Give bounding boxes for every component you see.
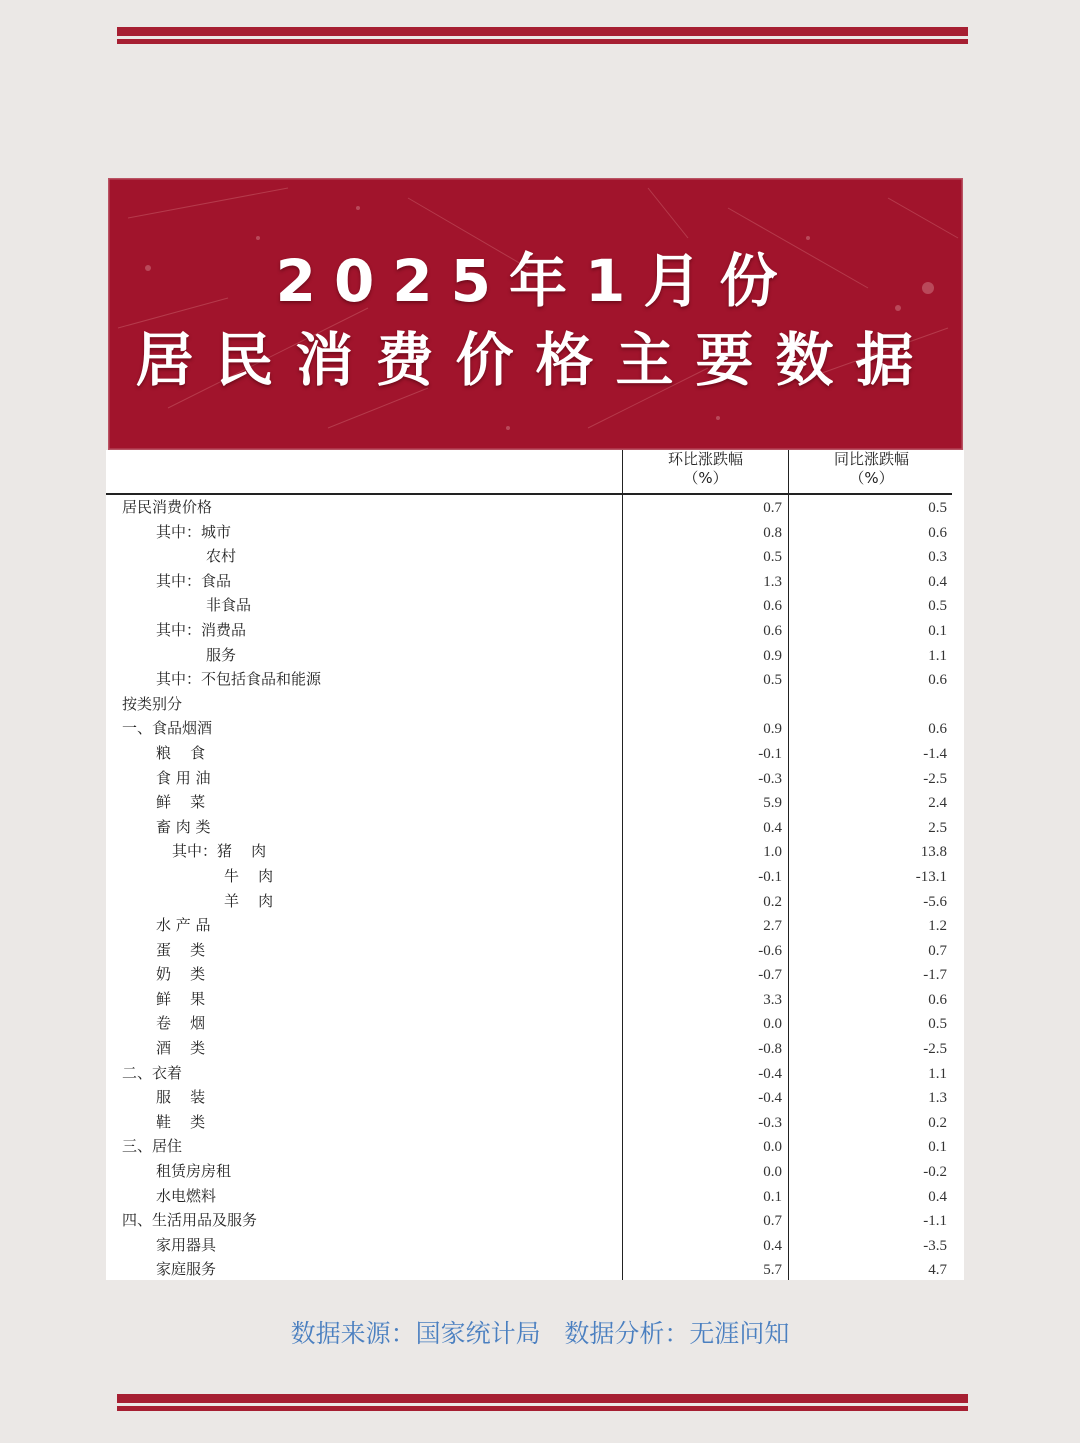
table-row [106, 741, 964, 766]
table-row [106, 1110, 964, 1135]
row-label: 家用器具 [156, 1235, 217, 1254]
mom-value: -0.3 [758, 770, 782, 787]
table-row [106, 864, 964, 889]
yoy-value: 0.7 [928, 942, 947, 959]
column-header-mom-title: 环比涨跌幅 [667, 450, 743, 468]
yoy-value: 0.5 [928, 598, 947, 615]
mom-value: 0.5 [763, 672, 782, 689]
table-row [106, 962, 964, 987]
mom-value: 0.9 [763, 721, 782, 738]
mom-value: 0.8 [763, 524, 782, 541]
row-label: 水电燃料 [156, 1186, 217, 1205]
mom-value: 3.3 [763, 991, 782, 1008]
mom-value: 0.0 [763, 1164, 782, 1181]
mom-value: -0.3 [758, 1114, 782, 1131]
row-label: 一、食品烟酒 [122, 719, 213, 738]
yoy-value: 0.4 [928, 573, 947, 590]
table-row [106, 839, 964, 864]
table-row [106, 593, 964, 618]
table-row [106, 913, 964, 938]
yoy-value: 0.6 [928, 524, 947, 541]
mom-value: -0.4 [758, 1090, 782, 1107]
column-header-mom-unit: （%） [683, 469, 728, 487]
yoy-value: 2.5 [928, 819, 947, 836]
mom-value: 0.2 [763, 893, 782, 910]
title-banner [108, 178, 963, 450]
table-row [106, 1134, 964, 1159]
table-row [106, 1233, 964, 1258]
mom-value: 0.7 [763, 1213, 782, 1230]
mom-value: 0.9 [763, 647, 782, 664]
table-body [106, 495, 964, 1280]
yoy-value: -3.5 [923, 1237, 947, 1254]
yoy-value: -1.1 [923, 1213, 947, 1230]
row-label: 服 装 [156, 1088, 206, 1107]
mom-value: -0.7 [758, 967, 782, 984]
table-row [106, 815, 964, 840]
mom-value: 1.3 [763, 573, 782, 590]
yoy-value: 0.6 [928, 991, 947, 1008]
table-row [106, 618, 964, 643]
table-row [106, 1085, 964, 1110]
cpi-data-table [106, 450, 964, 1280]
page-title-line1: 2025年1月份 [275, 247, 796, 315]
row-label: 三、居住 [122, 1137, 183, 1156]
row-label: 鲜 菜 [156, 793, 206, 812]
yoy-value: -2.5 [923, 1041, 947, 1058]
table-row [106, 766, 964, 791]
table-row [106, 790, 964, 815]
mom-value: 0.7 [763, 500, 782, 516]
mom-value: -0.1 [758, 868, 782, 885]
row-label: 非食品 [206, 596, 252, 615]
row-label: 四、生活用品及服务 [122, 1211, 258, 1230]
row-label: 鞋 类 [156, 1112, 206, 1131]
column-header-yoy-unit: （%） [849, 469, 894, 487]
row-label: 牛 肉 [224, 866, 274, 885]
row-label: 家庭服务 [156, 1260, 217, 1279]
mom-value: 0.6 [763, 622, 782, 639]
mom-value: 0.0 [763, 1016, 782, 1033]
table-row [106, 1159, 964, 1184]
yoy-value: -5.6 [923, 893, 947, 910]
yoy-value: 1.3 [928, 1090, 947, 1107]
table-row [106, 1257, 964, 1280]
yoy-value: 0.5 [928, 500, 947, 516]
page-title-line2: 居民消费价格主要数据 [135, 326, 936, 394]
yoy-value: 4.7 [928, 1262, 947, 1279]
row-label: 鲜 果 [156, 989, 206, 1008]
yoy-value: -1.7 [923, 967, 947, 984]
table-row [106, 987, 964, 1012]
row-label: 其中：不包括食品和能源 [156, 670, 322, 689]
yoy-value: 0.6 [928, 721, 947, 738]
table-row [106, 544, 964, 569]
mom-value: 0.5 [763, 549, 782, 566]
row-label: 水 产 品 [156, 916, 211, 935]
mom-value: -0.6 [758, 942, 782, 959]
bottom-decorative-bar [117, 1394, 968, 1411]
row-label: 其中：消费品 [156, 620, 247, 639]
yoy-value: 0.1 [928, 1139, 947, 1156]
table-row [106, 692, 964, 717]
yoy-value: 0.6 [928, 672, 947, 689]
yoy-value: -1.4 [923, 745, 947, 762]
yoy-value: 0.4 [928, 1188, 947, 1205]
row-label: 其中：猪 肉 [172, 842, 267, 861]
row-label: 食 用 油 [156, 768, 211, 787]
row-label: 租赁房房租 [156, 1162, 232, 1181]
yoy-value: -0.2 [923, 1164, 947, 1181]
row-label: 酒 类 [156, 1039, 206, 1058]
row-label: 服务 [206, 645, 237, 664]
table-row [106, 938, 964, 963]
mom-value: 0.4 [763, 819, 782, 836]
mom-value: 1.0 [763, 844, 782, 861]
table-row [106, 667, 964, 692]
mom-value: 0.0 [763, 1139, 782, 1156]
row-label: 畜 肉 类 [156, 817, 211, 836]
mom-value: 0.6 [763, 598, 782, 615]
yoy-value: 0.5 [928, 1016, 947, 1033]
yoy-value: -13.1 [915, 868, 947, 885]
table-row [106, 1036, 964, 1061]
row-label: 卷 烟 [156, 1014, 206, 1033]
table-row [106, 889, 964, 914]
row-label: 农村 [206, 547, 237, 566]
row-label: 其中：食品 [156, 571, 232, 590]
table-row [106, 495, 964, 520]
yoy-value: 1.2 [928, 918, 947, 935]
table-row [106, 643, 964, 668]
yoy-value: 2.4 [928, 795, 947, 812]
yoy-value: 1.1 [928, 1065, 947, 1082]
column-header-mom [623, 450, 788, 488]
table-row [106, 1184, 964, 1209]
mom-value: -0.1 [758, 745, 782, 762]
top-decorative-bar [117, 27, 968, 44]
table-row [106, 520, 964, 545]
row-label: 奶 类 [156, 965, 206, 984]
yoy-value: 1.1 [928, 647, 947, 664]
row-label: 居民消费价格 [122, 498, 213, 516]
mom-value: -0.4 [758, 1065, 782, 1082]
row-label: 蛋 类 [156, 940, 206, 959]
yoy-value: 0.1 [928, 622, 947, 639]
yoy-value: 0.3 [928, 549, 947, 566]
row-label: 羊 肉 [224, 891, 274, 910]
yoy-value: 13.8 [920, 844, 947, 861]
table-row [106, 1011, 964, 1036]
table-row [106, 716, 964, 741]
table-row [106, 1208, 964, 1233]
data-source-note: 数据来源：国家统计局 数据分析：无涯问知 [290, 1319, 790, 1348]
yoy-value: 0.2 [928, 1114, 947, 1131]
mom-value: 5.9 [763, 795, 782, 812]
column-header-yoy [789, 450, 954, 488]
row-label: 其中：城市 [156, 522, 232, 541]
table-row [106, 1061, 964, 1086]
mom-value: 5.7 [763, 1262, 782, 1279]
row-label: 粮 食 [156, 743, 206, 762]
mom-value: 2.7 [763, 918, 782, 935]
mom-value: 0.4 [763, 1237, 782, 1254]
column-header-yoy-title: 同比涨跌幅 [833, 450, 909, 468]
mom-value: -0.8 [758, 1041, 782, 1058]
yoy-value: -2.5 [923, 770, 947, 787]
row-label: 按类别分 [122, 694, 183, 713]
row-label: 二、衣着 [122, 1063, 183, 1082]
table-row [106, 569, 964, 594]
mom-value: 0.1 [763, 1188, 782, 1205]
